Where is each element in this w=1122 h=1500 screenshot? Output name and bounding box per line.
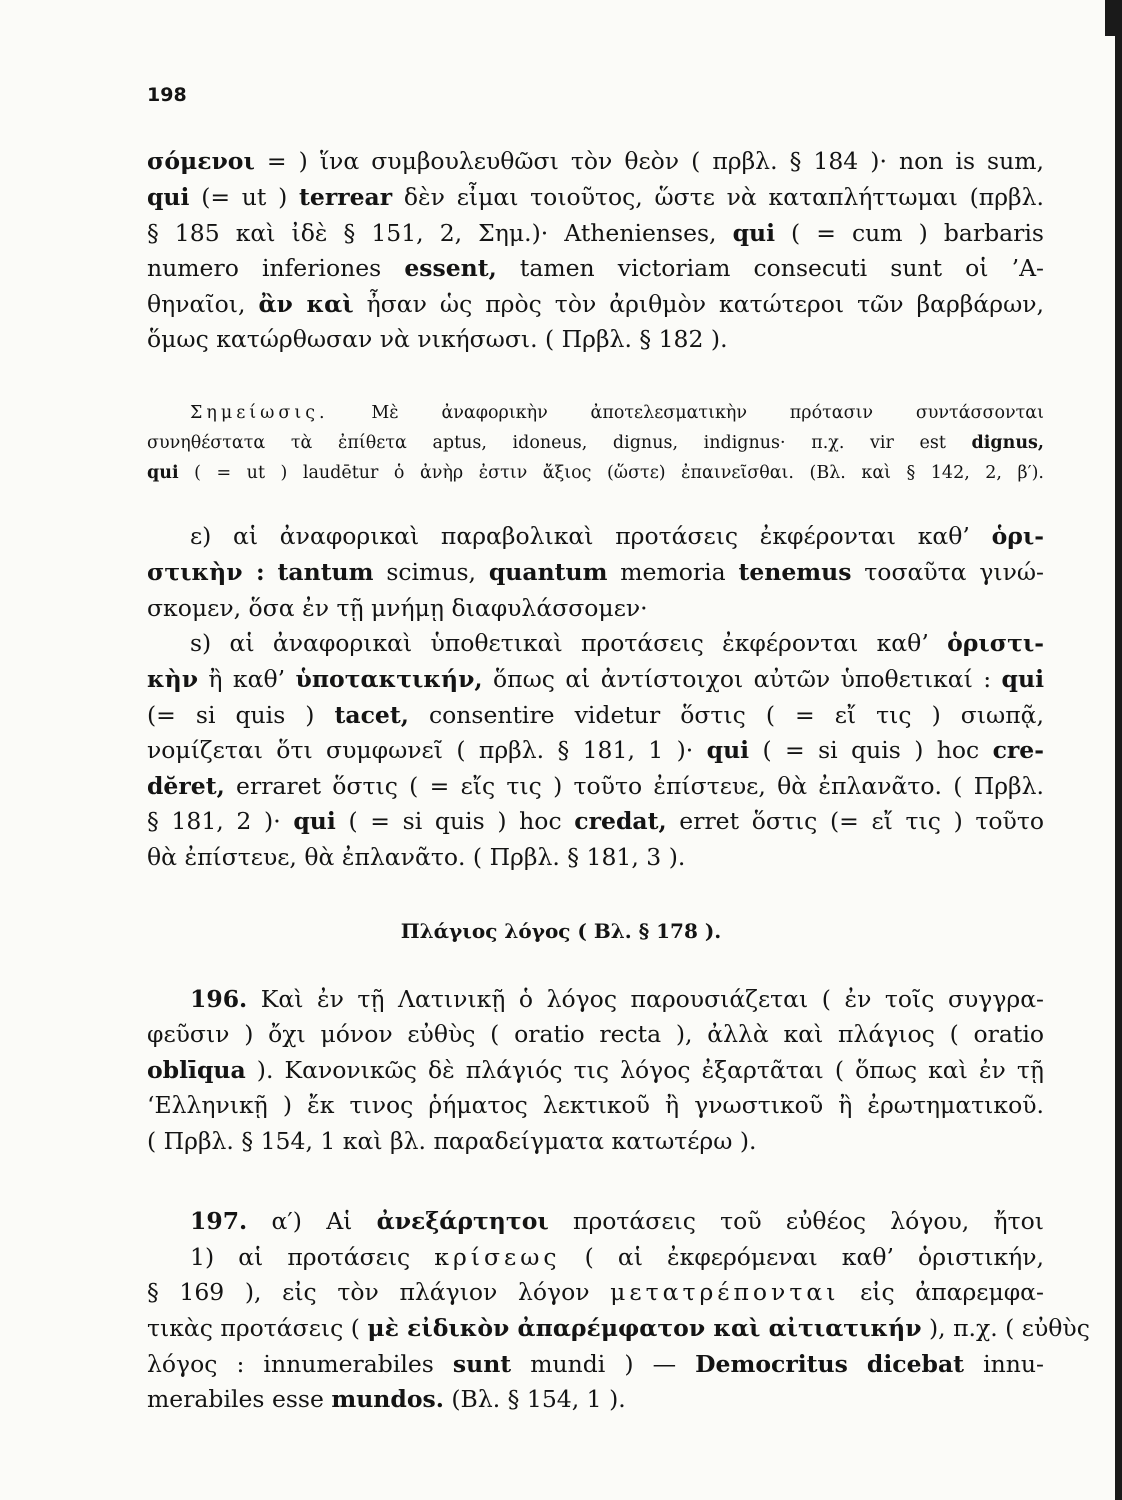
text-line — [147, 806, 1044, 836]
text-run: σκομεν, ὅσα ἐν τῇ μνήμῃ διαφυλάσσομεν· — [147, 594, 648, 622]
text-line — [147, 324, 728, 354]
text-line — [147, 557, 1044, 587]
text-line — [147, 182, 1044, 212]
text-run: qui — [293, 807, 336, 835]
scan-edge — [1115, 0, 1122, 1500]
text-run: ), π.χ. ( εὐθὺς — [921, 1314, 1090, 1342]
text-run — [848, 1350, 867, 1378]
text-run: § 181, 2 )· — [147, 807, 294, 835]
text-run: tacet, — [334, 701, 409, 729]
text-run: εἰς ἀπαρεμφα- — [839, 1278, 1044, 1306]
note-line — [190, 401, 1044, 425]
text-run: Καὶ ἐν τῇ Λατινικῇ ὁ λόγος παρουσιάζεται ( ἐν τοῖς συγγρα- — [247, 985, 1044, 1013]
text-run: ἀνεξάρτητοι — [376, 1207, 549, 1235]
text-run: oblīqua — [147, 1056, 246, 1084]
text-run: innu- — [964, 1350, 1044, 1378]
text-run: σόμενοι — [147, 147, 255, 175]
text-line — [147, 842, 685, 872]
text-line — [147, 146, 1044, 176]
text-run: κὴν — [147, 665, 199, 693]
text-run: 197. — [190, 1207, 248, 1235]
text-run: μὲ εἰδικὸν ἀπαρέμφατον καὶ αἰτιατικήν — [367, 1314, 922, 1342]
text-run: merabiles esse — [147, 1385, 332, 1413]
text-run: scimus, — [373, 558, 489, 586]
text-run: cre- — [992, 736, 1044, 764]
text-run: (Βλ. § 154, 1 ). — [443, 1385, 626, 1413]
text-run: § 185 καὶ ἰδὲ § 151, 2, Σημ.)· Athenienses, — [147, 219, 733, 247]
text-run: στικὴν : — [147, 558, 265, 586]
text-line — [190, 1242, 1044, 1272]
text-run: sunt — [452, 1350, 512, 1378]
text-line — [147, 1055, 1044, 1085]
text-run: terrear — [299, 183, 393, 211]
text-run: erret ὅστις (= εἴ τις ) τοῦτο — [666, 807, 1044, 835]
text-run: ὑποτακτικήν, — [295, 665, 483, 693]
text-run: λόγος : innumerabiles — [147, 1350, 453, 1378]
text-run: memoria — [607, 558, 739, 586]
text-run: θηναῖοι, — [147, 290, 259, 318]
text-run: 196. — [190, 985, 248, 1013]
text-run: ). Κανονικῶς δὲ πλάγιός τις λόγος ἐξαρτᾶται ( ὅπως καὶ ἐν τῇ — [245, 1056, 1044, 1084]
section-heading: Πλάγιος λόγος ( Βλ. § 178 ). — [400, 919, 722, 943]
text-line — [147, 253, 1044, 283]
text-line — [190, 1206, 1044, 1236]
text-run: tenemus — [738, 558, 852, 586]
text-run: 1) αἱ προτάσεις — [190, 1243, 435, 1271]
text-run: mundos. — [331, 1385, 444, 1413]
text-line — [147, 1277, 1044, 1307]
text-run: dicebat — [866, 1350, 965, 1378]
text-run: προτάσεις τοῦ εὐθέος λόγου, ἤτοι — [548, 1207, 1044, 1235]
text-run: § 169 ), εἰς τὸν πλάγιον λόγον — [147, 1278, 611, 1306]
text-run: νομίζεται ὅτι συμφωνεῖ ( πρβλ. § 181, 1 )· — [147, 736, 707, 764]
text-run: qui — [147, 463, 179, 483]
text-run: (= si quis ) — [147, 701, 335, 729]
text-run: ( = ut ) laudētur ὁ ἀνὴρ ἐστιν ἄξιος (ὥστε) ἐπαινεῖσθαι. (Βλ. καὶ § 142, 2, β′). — [178, 463, 1044, 483]
text-run — [265, 558, 278, 586]
text-run: quantum — [488, 558, 608, 586]
text-run: ὅπως αἱ ἀντίστοιχοι αὐτῶν ὑποθετικαί : — [482, 665, 1002, 693]
text-run: credat, — [574, 807, 667, 835]
text-run: consentire videtur ὅστις ( = εἴ τις ) σιωπᾷ, — [408, 701, 1044, 729]
text-run: ὁριστι- — [947, 629, 1044, 657]
note-line — [147, 431, 1044, 455]
text-run: dĕret, — [147, 772, 225, 800]
text-run: (= ut ) — [189, 183, 300, 211]
text-line — [147, 1313, 1090, 1343]
text-line — [190, 628, 1044, 658]
text-line — [190, 521, 1044, 551]
text-run: essent, — [404, 254, 497, 282]
text-run: ( = si quis ) hoc — [335, 807, 575, 835]
text-run: numero inferiones — [147, 254, 405, 282]
text-line — [147, 593, 648, 623]
text-run: θὰ ἐπίστευε, θὰ ἐπλανᾶτο. ( Πρβλ. § 181, 3 ). — [147, 843, 686, 871]
text-line — [147, 1349, 1044, 1379]
text-run: τοσαῦτα γινώ- — [851, 558, 1044, 586]
text-run: s) αἱ ἀναφορικαὶ ὑποθετικαὶ προτάσεις ἐκφέρονται καθ’ — [190, 629, 948, 657]
scan-edge — [1105, 0, 1115, 36]
text-run: ‘Ελληνικῇ ) ἔκ τινος ῥήματος λεκτικοῦ ἢ γνωστικοῦ ἢ ἐρωτηματικοῦ. — [147, 1091, 1044, 1119]
text-run: δὲν εἶμαι τοιοῦτος, ὥστε νὰ καταπλήττωμαι (πρβλ. — [392, 183, 1044, 211]
text-run: = ) ἵνα συμβουλευθῶσι τὸν θεὸν ( πρβλ. § 184 )· non is sum, — [254, 147, 1044, 175]
text-line — [147, 735, 1044, 765]
text-run: ἢ καθ’ — [198, 665, 296, 693]
text-run: tamen victoriam consecuti sunt οἱ ’Α- — [496, 254, 1044, 282]
text-run: ( Πρβλ. § 154, 1 καὶ βλ. παραδείγματα κατωτέρω ). — [147, 1127, 757, 1155]
text-run: tantum — [277, 558, 374, 586]
text-line — [147, 1126, 757, 1156]
text-line — [190, 984, 1044, 1014]
text-run: ὅμως κατώρθωσαν νὰ νικήσωσι. ( Πρβλ. § 182 ). — [147, 325, 728, 353]
text-run: φεῦσιν ) ὄχι μόνον εὐθὺς ( oratio recta ), ἀλλὰ καὶ πλάγιος ( oratio — [147, 1020, 1044, 1048]
text-run: dignus, — [971, 433, 1044, 453]
text-line — [147, 700, 1044, 730]
text-run: κρίσεως — [434, 1243, 561, 1271]
text-line — [147, 218, 1044, 248]
page-number: 198 — [147, 84, 187, 106]
text-run: ( αἱ ἐκφερόμεναι καθ’ ὁριστικήν, — [560, 1243, 1045, 1271]
text-line — [147, 1384, 626, 1414]
text-line — [147, 1019, 1044, 1049]
text-run: qui — [1001, 665, 1044, 693]
text-run: Democritus — [695, 1350, 848, 1378]
text-run: ἂν καὶ — [258, 290, 354, 318]
text-run: τικὰς προτάσεις ( — [147, 1314, 368, 1342]
text-run: qui — [732, 219, 776, 247]
text-line — [147, 664, 1044, 694]
text-run: συνηθέστατα τὰ ἐπίθετα aptus, idoneus, dignus, indignus· π.χ. vir est — [147, 433, 972, 453]
text-line — [147, 1090, 1044, 1120]
text-line — [147, 771, 1044, 801]
text-run: ὁρι- — [991, 522, 1044, 550]
text-run: Σημείωσις. — [190, 403, 329, 423]
text-run: ( = cum ) barbaris — [775, 219, 1044, 247]
note-line — [147, 461, 1044, 485]
text-run: mundi ) — — [511, 1350, 696, 1378]
text-run: qui — [706, 736, 750, 764]
text-run: ( = si quis ) hoc — [749, 736, 993, 764]
text-run: ε) αἱ ἀναφορικαὶ παραβολικαὶ προτάσεις ἐκφέρονται καθ’ — [190, 522, 992, 550]
text-run: α′) Αἱ — [247, 1207, 377, 1235]
text-run: erraret ὅστις ( = εἴς τις ) τοῦτο ἐπίστευε, θὰ ἐπλανᾶτο. ( Πρβλ. — [224, 772, 1044, 800]
text-line — [147, 289, 1044, 319]
text-run: μετατρέπονται — [610, 1278, 840, 1306]
text-run: ἦσαν ὡς πρὸς τὸν ἀριθμὸν κατώτεροι τῶν βαρβάρων, — [353, 290, 1045, 318]
text-run: qui — [147, 183, 190, 211]
text-run: Μὲ ἀναφορικὴν ἀποτελεσματικὴν πρότασιν συντάσσονται — [328, 403, 1044, 423]
